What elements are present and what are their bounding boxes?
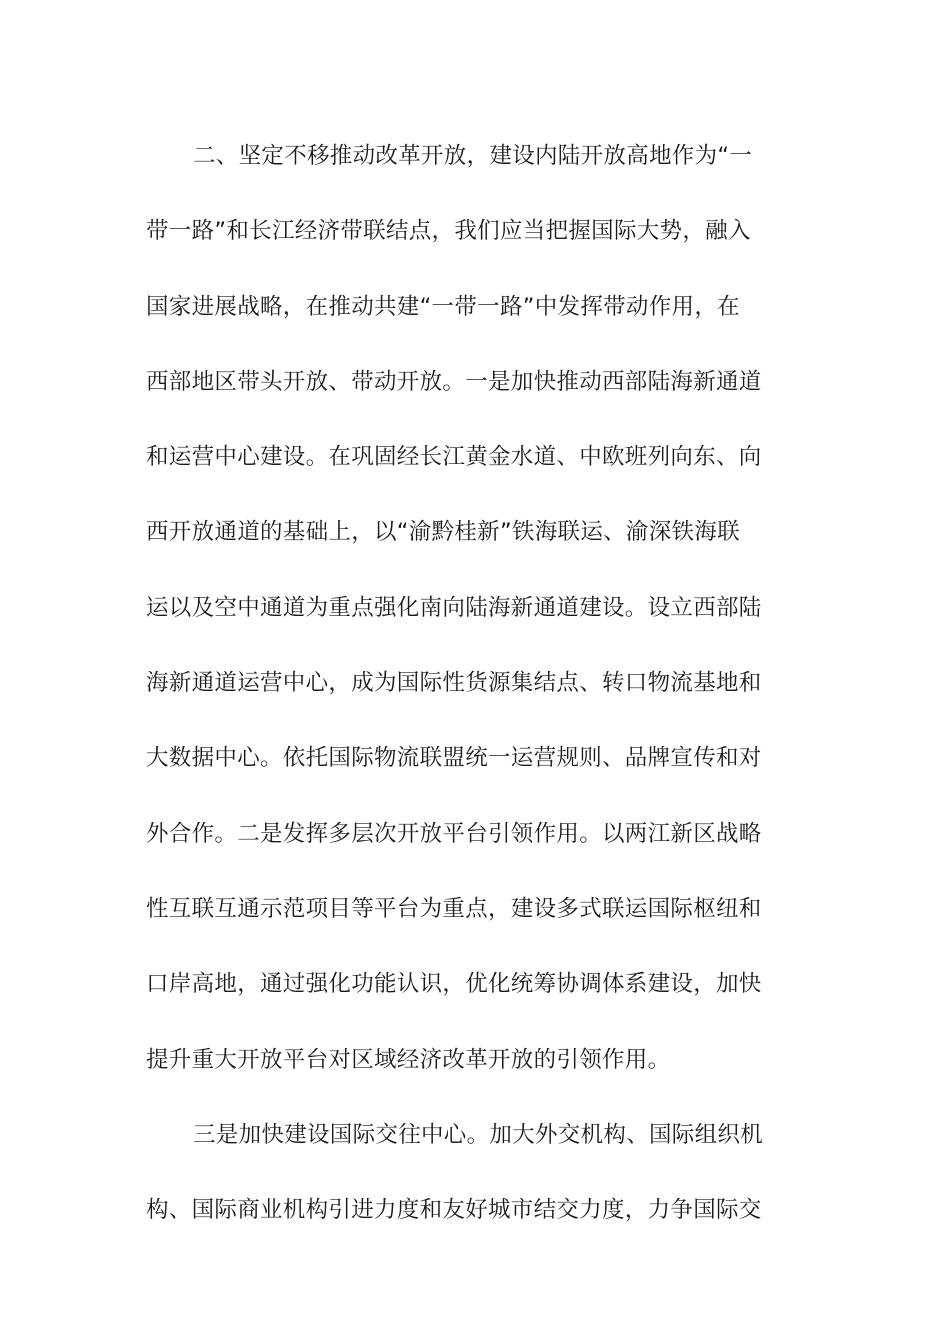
- text-line: 二、坚定不移推动改革开放，建设内陆开放高地作为“一: [193, 143, 753, 169]
- text-line: 西部地区带头开放、带动开放。一是加快推动西部陆海新通道: [146, 368, 762, 395]
- text-line: 和运营中心建设。在巩固经长江黄金水道、中欧班列向东、向: [146, 444, 762, 471]
- text-line: 性互联互通示范项目等平台为重点，建设多式联运国际枢纽和: [146, 895, 762, 922]
- text-line: 带一路”和长江经济带联结点，我们应当把握国际大势，融入: [146, 218, 751, 245]
- text-line: 国家进展战略，在推动共建“一带一路”中发挥带动作用，在: [146, 293, 740, 320]
- text-line: 构、国际商业机构引进力度和友好城市结交力度，力争国际交: [146, 1197, 762, 1224]
- text-line: 口岸高地，通过强化功能认识，优化统筹协调体系建设，加快: [146, 971, 762, 998]
- text-line: 运以及空中通道为重点强化南向陆海新通道建设。设立西部陆: [146, 594, 762, 621]
- paragraph-international-exchange: [146, 1104, 796, 1255]
- text-line: 海新通道运营中心，成为国际性货源集结点、转口物流基地和: [146, 670, 762, 697]
- document-body: [146, 125, 796, 1254]
- text-line: 大数据中心。依托国际物流联盟统一运营规则、品牌宣传和对: [146, 745, 762, 772]
- text-line: 外合作。二是发挥多层次开放平台引领作用。以两江新区战略: [146, 820, 762, 847]
- text-line: 三是加快建设国际交往中心。加大外交机构、国际组织机: [193, 1121, 764, 1148]
- paragraph-reform-opening: [146, 125, 796, 1104]
- text-line: 西开放通道的基础上，以“渝黔桂新”铁海联运、渝深铁海联: [146, 519, 740, 546]
- text-line: 提升重大开放平台对区域经济改革开放的引领作用。: [146, 1046, 671, 1073]
